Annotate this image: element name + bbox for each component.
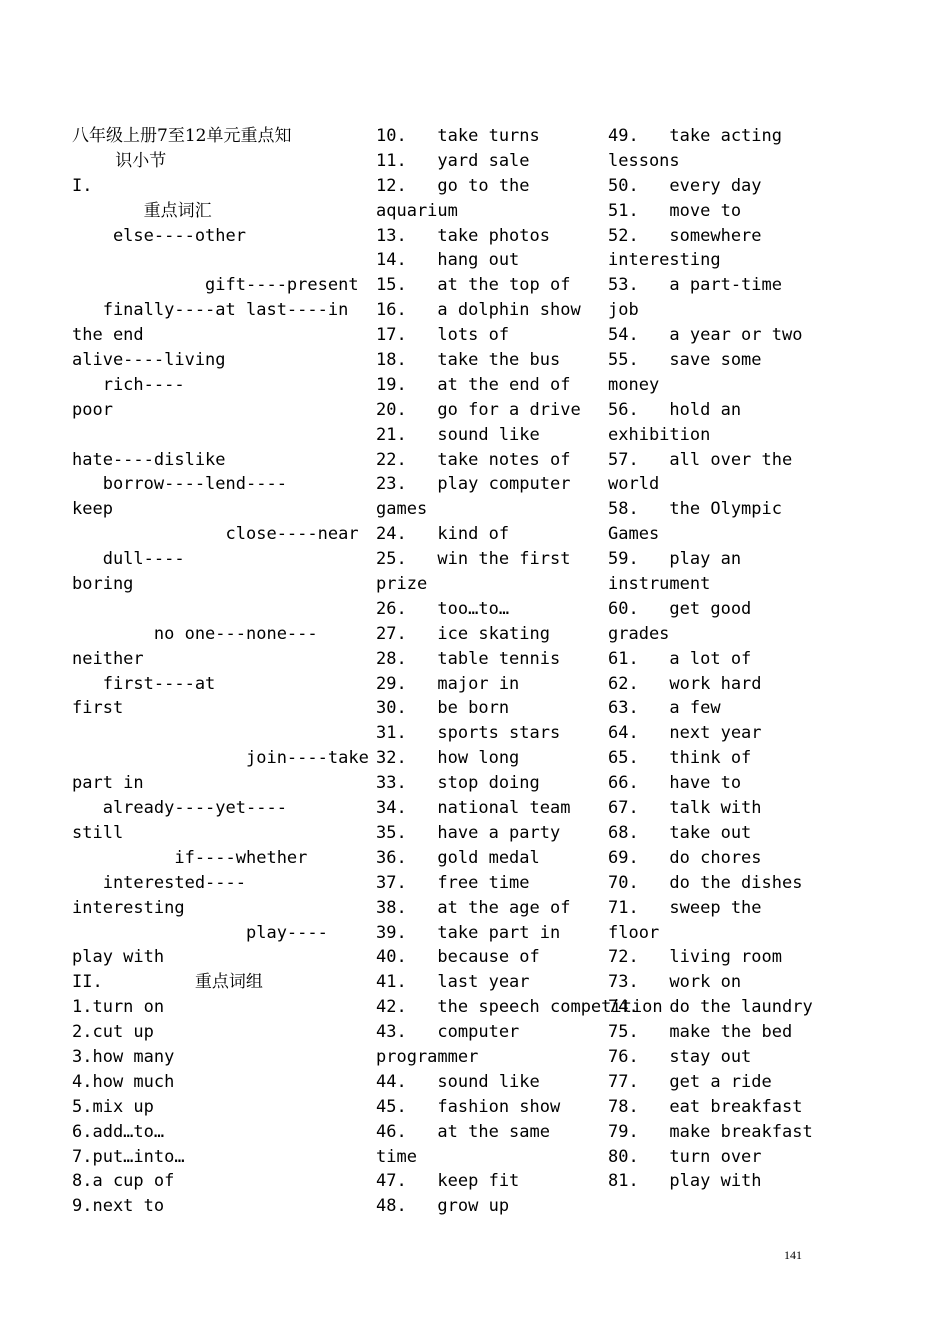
col1-line: neither xyxy=(72,648,144,669)
column-right xyxy=(608,124,823,1194)
col3-line: 81. play with xyxy=(608,1171,762,1192)
col1-line: hate----dislike xyxy=(72,449,226,470)
col1-line: 2.cut up xyxy=(72,1022,154,1043)
col3-line: 49. take acting xyxy=(608,126,782,146)
col1-line: else----other xyxy=(72,225,246,246)
col1-line: 识小节 xyxy=(72,150,167,171)
col2-line: 10. take turns xyxy=(376,126,540,146)
page-number: 141 xyxy=(784,1248,802,1262)
col3-line: grades xyxy=(608,623,670,644)
col2-line: 43. computer xyxy=(376,1022,520,1043)
col2-line: 15. at the top of xyxy=(376,275,571,296)
col2-line: 31. sports stars xyxy=(376,723,561,744)
col3-line: 59. play an xyxy=(608,549,742,570)
col2-line: aquarium xyxy=(376,200,458,221)
col3-line: 63. a few xyxy=(608,698,721,719)
col3-line: 52. somewhere xyxy=(608,225,762,246)
col1-line: 5.mix up xyxy=(72,1096,154,1117)
col1-line: 6.add…to… xyxy=(72,1121,165,1142)
col3-line: 72. living room xyxy=(608,947,782,968)
col1-line: II. 重点词组 xyxy=(72,972,263,993)
col1-line: close----near xyxy=(72,524,359,545)
col2-line: 16. a dolphin show xyxy=(376,300,581,321)
column-left xyxy=(72,124,369,1219)
col3-line: Games xyxy=(608,524,660,545)
col3-line: 78. eat breakfast xyxy=(608,1096,803,1117)
col2-line: time xyxy=(376,1146,417,1167)
col2-line: 20. go for a drive xyxy=(376,399,581,420)
col3-line: 71. sweep the xyxy=(608,897,762,918)
col3-line: 75. make the bed xyxy=(608,1022,793,1043)
col2-line: 44. sound like xyxy=(376,1071,540,1092)
col1-line: 1.turn on xyxy=(72,997,165,1018)
col1-line xyxy=(72,248,342,273)
col2-line: 35. have a party xyxy=(376,822,561,843)
col3-line: instrument xyxy=(608,574,711,595)
col2-line: 30. be born xyxy=(376,698,510,719)
col3-line: 55. save some xyxy=(608,350,762,371)
col2-line: 48. grow up xyxy=(376,1196,510,1217)
col2-line: prize xyxy=(376,574,428,595)
col2-line: 47. keep fit xyxy=(376,1171,520,1192)
col2-line: 12. go to the xyxy=(376,175,530,196)
col1-line: 7.put…into… xyxy=(72,1146,185,1167)
col3-line: 74. do the laundry xyxy=(608,997,813,1018)
col1-line: finally----at last----in xyxy=(72,300,349,321)
col2-line: 42. the speech competition xyxy=(376,997,663,1018)
col3-line: 58. the Olympic xyxy=(608,499,782,520)
col1-line: no one---none--- xyxy=(72,623,318,644)
col2-line: 29. major in xyxy=(376,673,520,694)
col1-line: interested---- xyxy=(72,872,246,893)
col1-line: still xyxy=(72,822,124,843)
col2-line: 32. how long xyxy=(376,748,520,769)
col1-line: gift----present xyxy=(72,275,359,296)
col3-line: 79. make breakfast xyxy=(608,1121,813,1142)
col1-line: 8.a cup of xyxy=(72,1171,175,1192)
col1-line: 重点词汇 xyxy=(72,200,212,221)
col3-line: money xyxy=(608,374,660,395)
col3-line: job xyxy=(608,300,639,321)
col2-line: 19. at the end of xyxy=(376,374,571,395)
col3-line: 54. a year or two xyxy=(608,325,803,346)
col2-line: 41. last year xyxy=(376,972,530,993)
col3-line: 51. move to xyxy=(608,200,742,221)
col3-line: 57. all over the xyxy=(608,449,793,470)
col2-line: 23. play computer xyxy=(376,474,571,495)
col2-line: 25. win the first xyxy=(376,549,571,570)
col1-line: 4.how much xyxy=(72,1071,175,1092)
col3-line: 69. do chores xyxy=(608,847,762,868)
col3-line: 70. do the dishes xyxy=(608,872,803,893)
col2-line: 46. at the same xyxy=(376,1121,550,1142)
col2-line: 45. fashion show xyxy=(376,1096,561,1117)
col1-line: borrow----lend---- xyxy=(72,474,287,495)
col2-line: 40. because of xyxy=(376,947,540,968)
col1-line: rich---- xyxy=(72,374,185,395)
col3-line: 77. get a ride xyxy=(608,1071,772,1092)
col1-line: I. xyxy=(72,175,93,196)
col2-line: 37. free time xyxy=(376,872,530,893)
col3-line: 67. talk with xyxy=(608,798,762,819)
col3-line: floor xyxy=(608,922,660,943)
col1-line: the end xyxy=(72,325,144,346)
col2-line: 34. national team xyxy=(376,798,571,819)
col3-line: 62. work hard xyxy=(608,673,762,694)
col1-line: alive----living xyxy=(72,350,226,371)
col1-line: boring xyxy=(72,574,134,595)
col1-line: poor xyxy=(72,399,113,420)
col2-line: 39. take part in xyxy=(376,922,561,943)
col2-line: 27. ice skating xyxy=(376,623,550,644)
col1-line: part in xyxy=(72,773,144,794)
col2-line: 13. take photos xyxy=(376,225,550,246)
col1-line: 3.how many xyxy=(72,1046,175,1067)
col2-line: 17. lots of xyxy=(376,325,510,346)
col3-line: lessons xyxy=(608,150,680,171)
col1-line: first----at xyxy=(72,673,216,694)
col3-line: exhibition xyxy=(608,424,711,445)
col1-line: first xyxy=(72,698,124,719)
col1-line: if----whether xyxy=(72,847,308,868)
col3-line: 66. have to xyxy=(608,773,742,794)
col2-line: 26. too…to… xyxy=(376,598,510,619)
col2-line: games xyxy=(376,499,428,520)
col3-line: 60. get good xyxy=(608,598,752,619)
col3-line: interesting xyxy=(608,250,721,271)
col1-line: join----take xyxy=(72,748,369,769)
col1-line: 9.next to xyxy=(72,1196,165,1217)
col2-line: 36. gold medal xyxy=(376,847,540,868)
col3-line: 64. next year xyxy=(608,723,762,744)
col3-line: 50. every day xyxy=(608,175,762,196)
col2-line: 38. at the age of xyxy=(376,897,571,918)
col1-line: 八年级上册7至12单元重点知 xyxy=(72,126,292,146)
col1-line: play---- xyxy=(72,922,328,943)
col2-line: 18. take the bus xyxy=(376,350,561,371)
col2-line: programmer xyxy=(376,1046,479,1067)
col3-line: 53. a part-time xyxy=(608,275,782,296)
col3-line: 65. think of xyxy=(608,748,752,769)
col3-line: 56. hold an xyxy=(608,399,742,420)
col3-line: 61. a lot of xyxy=(608,648,752,669)
col1-line: keep xyxy=(72,499,113,520)
col2-line: 24. kind of xyxy=(376,524,510,545)
col1-line: interesting xyxy=(72,897,185,918)
col1-line xyxy=(72,721,342,746)
col1-line: dull---- xyxy=(72,549,185,570)
col2-line: 11. yard sale xyxy=(376,150,530,171)
col2-line: 14. hang out xyxy=(376,250,520,271)
col1-line xyxy=(72,423,342,448)
col3-line: 73. work on xyxy=(608,972,742,993)
col3-line: 80. turn over xyxy=(608,1146,762,1167)
col2-line: 21. sound like xyxy=(376,424,540,445)
col1-line xyxy=(72,597,342,622)
col3-line: 68. take out xyxy=(608,822,752,843)
col3-line: world xyxy=(608,474,660,495)
col2-line: 28. table tennis xyxy=(376,648,561,669)
col2-line: 22. take notes of xyxy=(376,449,571,470)
col1-line: already----yet---- xyxy=(72,798,287,819)
col3-line: 76. stay out xyxy=(608,1046,752,1067)
col1-line: play with xyxy=(72,947,165,968)
col2-line: 33. stop doing xyxy=(376,773,540,794)
